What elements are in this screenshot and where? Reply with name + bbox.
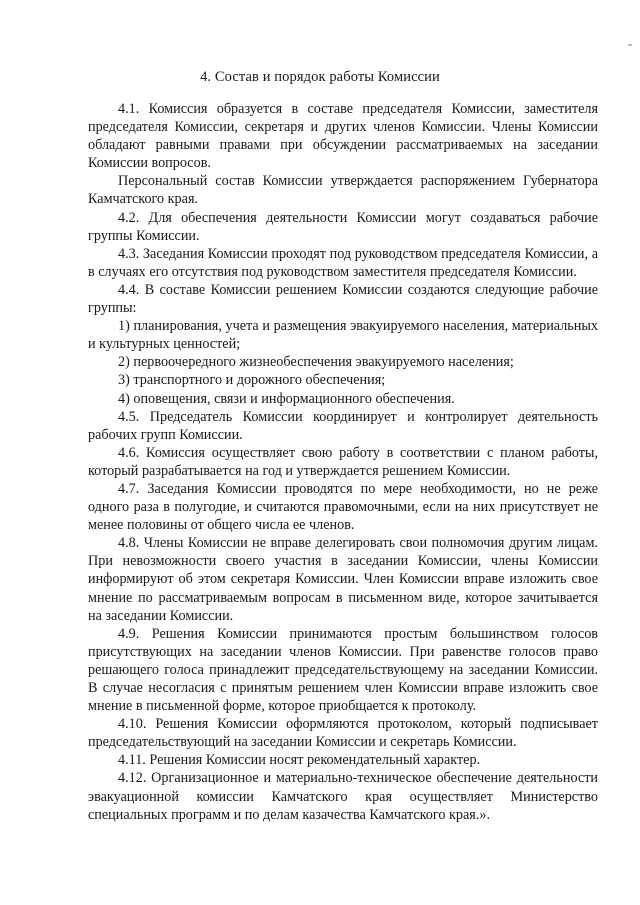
- list-item-4: 4) оповещения, связи и информационного обеспечения.: [118, 390, 455, 407]
- paragraph-4-7: 4.7. Заседания Комиссии проводятся по мере необходимости, но не реже одного раза в полугодие, и считаются правомочными, если на них присутствует не менее половины от общего числа ее членов.: [88, 480, 598, 534]
- paragraph-4-11: 4.11. Решения Комиссии носят рекомендательный характер.: [118, 752, 481, 769]
- list-item-2: 2) первоочередного жизнеобеспечения эвакуируемого населения;: [118, 354, 514, 371]
- paragraph-4-8: 4.8. Члены Комиссии не вправе делегировать свои полномочия другим лицам. При невозможности своего участия в заседании Комиссии, члены Комиссии информируют об этом секретаря Комиссии. Член Комиссии вправе изложить свое мнение по рассматриваемым вопросам в письменном виде, которое зачитывается на заседании Комиссии.: [88, 535, 598, 624]
- paragraph-4-4: 4.4. В составе Комиссии решением Комиссии создаются следующие рабочие группы:: [88, 281, 598, 317]
- paragraph-4-10: 4.10. Решения Комиссии оформляются протоколом, который подписывает председательствующий на заседании Комиссии и секретарь Комиссии.: [88, 716, 598, 751]
- section-body: [88, 100, 598, 824]
- paragraph-composition: Персональный состав Комиссии утверждается распоряжением Губернатора Камчатского края.: [88, 173, 598, 208]
- paragraph-4-3: 4.3. Заседания Комиссии проходят под руководством председателя Комиссии, а в случаях его отсутствия под руководством заместителя председателя Комиссии.: [88, 245, 598, 280]
- paragraph-4-9: 4.9. Решения Комиссии принимаются простым большинством голосов присутствующих на заседании членов Комиссии. При равенстве голосов право решающего голоса принадлежит председательствующему на заседании Комиссии. В случае несогласия с принятым решением член Комиссии вправе изложить свое мнение в письменной форме, которое приобщается к протоколу.: [88, 625, 598, 715]
- paragraph-4-6: 4.6. Комиссия осуществляет свою работу в соответствии с планом работы, который разрабатывается на год и утверждается решением Комиссии.: [88, 444, 598, 479]
- paragraph-4-1: 4.1. Комиссия образуется в составе председателя Комиссии, заместителя председателя Комиссии, секретаря и других членов Комиссии. Члены Комиссии обладают равными правами при обсуждении рассматриваемых на заседании Комиссии вопросов.: [88, 101, 598, 172]
- paragraph-4-12: 4.12. Организационное и материально-техническое обеспечение деятельности эвакуационной комиссии Камчатского края осуществляет Министерство специальных программ и по делам казачества Камчатского края.».: [88, 770, 598, 823]
- paragraph-4-5: 4.5. Председатель Комиссии координирует и контролирует деятельность рабочих групп Комиссии.: [88, 408, 598, 443]
- scan-mark: [628, 44, 632, 46]
- list-item-3: 3) транспортного и дорожного обеспечения;: [118, 372, 386, 389]
- section-heading: 4. Состав и порядок работы Комиссии: [200, 69, 440, 85]
- list-item-1: 1) планирования, учета и размещения эвакуируемого населения, материальных и культурных ценностей;: [88, 318, 598, 353]
- paragraph-4-2: 4.2. Для обеспечения деятельности Комиссии могут создаваться рабочие группы Комиссии.: [88, 209, 598, 244]
